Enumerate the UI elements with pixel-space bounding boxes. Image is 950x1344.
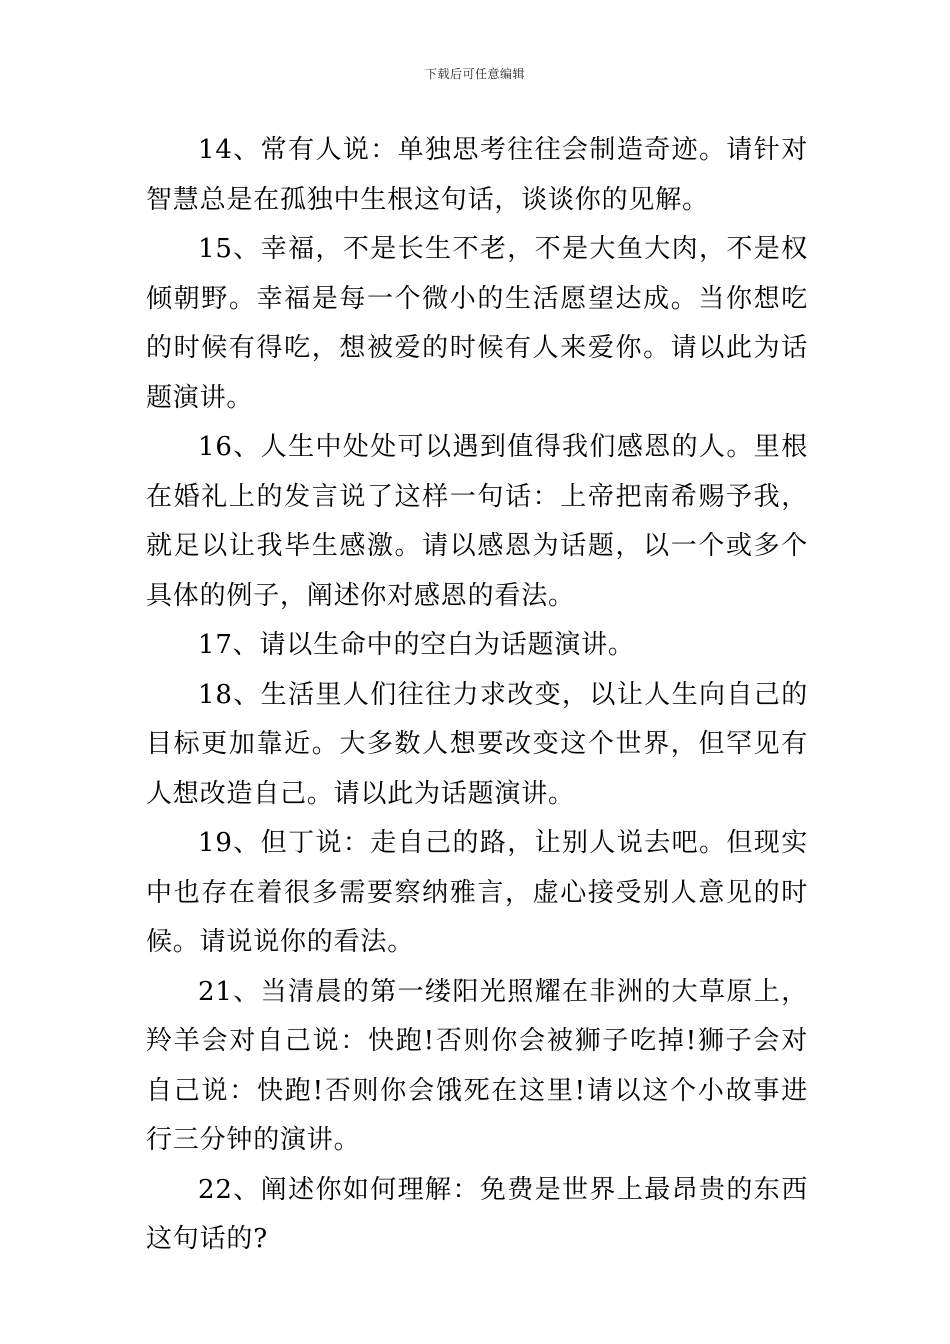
paragraph-15: 15、幸福，不是长生不老，不是大鱼大肉，不是权倾朝野。幸福是每一个微小的生活愿望达成。当你想吃的时候有得吃，想被爱的时候有人来爱你。请以此为话题演讲。 <box>146 234 808 413</box>
document-body <box>146 126 808 1265</box>
page-header: 下载后可任意编辑 <box>424 67 525 81</box>
paragraph-17: 17、请以生命中的空白为话题演讲。 <box>198 630 635 660</box>
paragraph-14: 14、常有人说：单独思考往往会制造奇迹。请针对智慧总是在孤独中生根这句话，谈谈你的见解。 <box>146 135 808 215</box>
paragraph-21: 21、当清晨的第一缕阳光照耀在非洲的大草原上，羚羊会对自己说：快跑!否则你会被狮子吃掉!狮子会对自己说：快跑!否则你会饿死在这里!请以这个小故事进行三分钟的演讲。 <box>146 976 808 1155</box>
paragraph-22: 22、阐述你如何理解：免费是世界上最昂贵的东西这句话的? <box>146 1174 808 1254</box>
paragraph-18: 18、生活里人们往往力求改变，以让人生向自己的目标更加靠近。大多数人想要改变这个世界，但罕见有人想改造自己。请以此为话题演讲。 <box>146 679 808 809</box>
paragraph-19: 19、但丁说：走自己的路，让别人说去吧。但现实中也存在着很多需要察纳雅言，虚心接受别人意见的时候。请说说你的看法。 <box>146 828 808 957</box>
paragraph-16: 16、人生中处处可以遇到值得我们感恩的人。里根在婚礼上的发言说了这样一句话：上帝把南希赐予我，就足以让我毕生感激。请以感恩为话题，以一个或多个具体的例子，阐述你对感恩的看法。 <box>146 432 808 611</box>
